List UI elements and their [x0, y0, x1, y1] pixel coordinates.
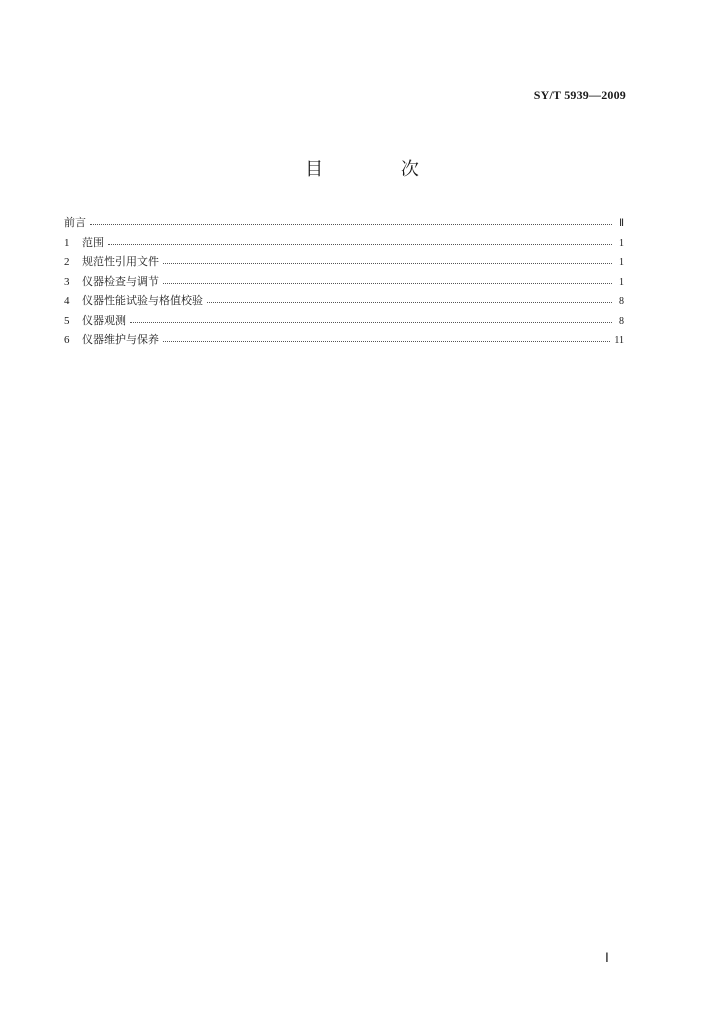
toc-entry-label: 仪器维护与保养	[82, 333, 159, 346]
page-number: Ⅰ	[605, 950, 609, 965]
toc-entry-page: 1	[619, 237, 624, 249]
toc-entry-observation[interactable]	[64, 312, 624, 332]
toc-entry-page: 11	[614, 335, 624, 346]
toc-entry-label: 范围	[82, 235, 104, 249]
toc-entry-number: 2	[64, 256, 70, 268]
toc-entry-number: 3	[64, 275, 70, 288]
toc-entry-page: 1	[619, 257, 624, 268]
toc-entry-page: Ⅱ	[619, 218, 624, 229]
toc-entry-page: 1	[619, 276, 624, 288]
toc-entry-number: 4	[64, 295, 70, 307]
toc-entry-label: 仪器性能试验与格值校验	[82, 294, 203, 307]
toc-entry-page: 8	[619, 296, 624, 307]
toc-entry-label: 规范性引用文件	[82, 255, 159, 268]
toc-entry-label: 前言	[64, 216, 86, 229]
toc-entry-label: 仪器检查与调节	[82, 274, 159, 288]
toc-entry-page: 8	[619, 315, 624, 327]
toc-entry-inspection[interactable]	[64, 273, 624, 293]
toc-leader-dots	[108, 244, 612, 245]
toc-leader-dots	[130, 322, 612, 323]
standard-code: SY/T 5939—2009	[533, 88, 626, 102]
toc-entry-scope[interactable]	[64, 234, 624, 254]
toc-entry-label: 仪器观测	[82, 313, 126, 327]
toc-leader-dots	[207, 302, 612, 303]
toc-entry-foreword[interactable]	[64, 214, 624, 234]
toc-leader-dots	[163, 341, 610, 342]
toc-entry-number: 5	[64, 314, 70, 327]
toc-leader-dots	[90, 224, 612, 225]
toc-entry-number: 1	[64, 236, 70, 249]
toc-list	[64, 214, 624, 351]
toc-entry-performance-test[interactable]	[64, 292, 624, 312]
toc-leader-dots	[163, 263, 612, 264]
toc-title: 目 次	[305, 159, 455, 180]
toc-entry-number: 6	[64, 334, 70, 346]
toc-entry-normative-references[interactable]	[64, 253, 624, 273]
toc-entry-maintenance[interactable]	[64, 331, 624, 351]
toc-leader-dots	[163, 283, 612, 284]
